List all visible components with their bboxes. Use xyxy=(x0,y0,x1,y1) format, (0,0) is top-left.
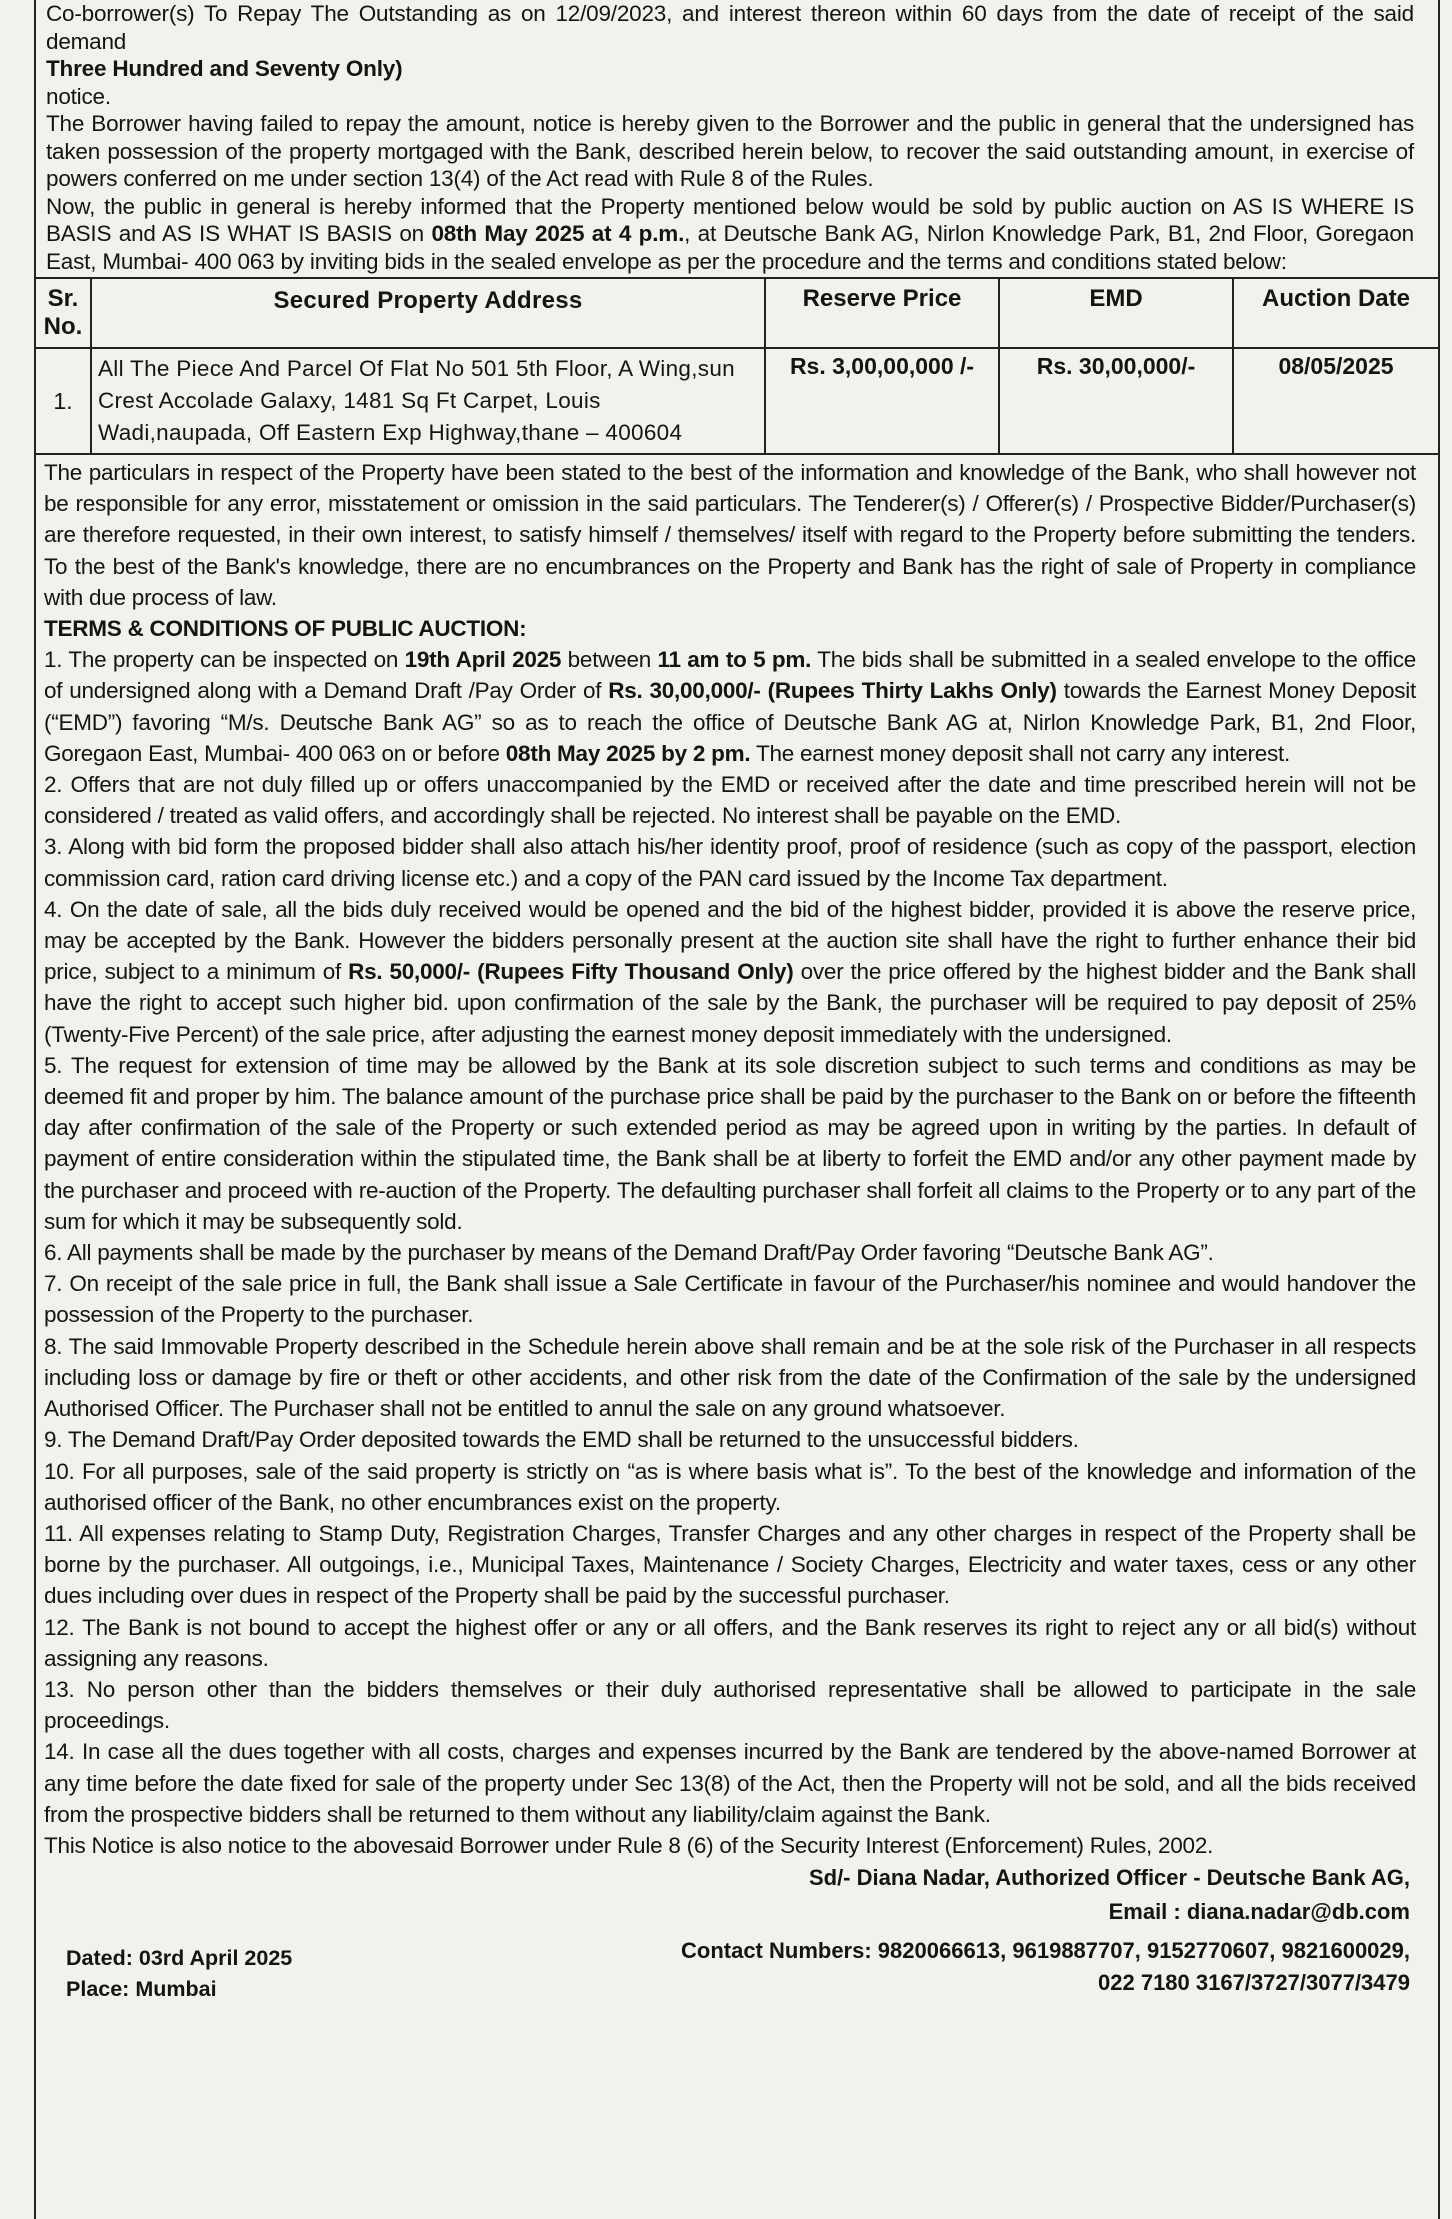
email-line: Email : diana.nadar@db.com xyxy=(1108,1899,1410,1925)
row-address: All The Piece And Parcel Of Flat No 501 5th Floor, A Wing,sun Crest Accolade Galaxy, 1481 Sq Ft Carpet, Louis Wadi,naupada, Off Eastern Exp Highway,thane – 400604 xyxy=(91,348,765,454)
terms-section xyxy=(36,455,1424,1861)
terms-heading: TERMS & CONDITIONS OF PUBLIC AUCTION: xyxy=(44,616,527,642)
auction-datetime: 08th May 2025 at 4 p.m. xyxy=(431,221,685,246)
term-3: 3. Along with bid form the proposed bidder shall also attach his/her identity proof, proof of residence (such as copy of the passport, election commission card, ration card driving license etc.) and a copy of the PAN card issued by the Income Tax department. xyxy=(44,834,1416,891)
header-emd: EMD xyxy=(999,278,1233,348)
intro-possession-paragraph: The Borrower having failed to repay the amount, notice is hereby given to the Borrower and the public in general that the undersigned has taken possession of the property mortgaged with the Bank, described herein below, to recover the said outstanding amount, in exercise of powers conferred on me under section 13(4) of the Act read with Rule 8 of the Rules. xyxy=(46,111,1414,191)
term-13: 13. No person other than the bidders themselves or their duly authorised representative shall be allowed to participate in the sale proceedings. xyxy=(44,1676,1416,1734)
property-table xyxy=(34,277,1440,455)
date-place xyxy=(50,1943,292,2005)
header-address: Secured Property Address xyxy=(91,278,765,348)
footer-row xyxy=(50,1935,1410,2005)
term-11: 11. All expenses relating to Stamp Duty, Registration Charges, Transfer Charges and any other charges in respect of the Property shall be borne by the purchaser. All outgoings, i.e., Municipal Taxes, Maintenance / Society Charges, Electricity and water taxes, cess or any other dues including over dues in respect of the Property shall be paid by the successful purchaser. xyxy=(44,1520,1416,1609)
term-9: 9. The Demand Draft/Pay Order deposited towards the EMD shall be returned to the unsuccessful bidders. xyxy=(44,1427,1079,1453)
contact-line-1: Contact Numbers: 9820066613, 9619887707, 9152770607, 9821600029, xyxy=(681,1938,1410,1964)
header-auction-date: Auction Date xyxy=(1233,278,1439,348)
rule-notice: This Notice is also notice to the abovesaid Borrower under Rule 8 (6) of the Security Interest (Enforcement) Rules, 2002. xyxy=(44,1832,1214,1858)
term-2: 2. Offers that are not duly filled up or offers unaccompanied by the EMD or received after the date and time prescribed herein will not be considered / treated as valid offers, and accordingly shall be rejected. No interest shall be payable on the EMD. xyxy=(44,772,1416,829)
term-14: 14. In case all the dues together with all costs, charges and expenses incurred by the Bank are tendered by the above-named Borrower at any time before the date fixed for sale of the property under Sec 13(8) of the Act, then the Property will not be sold, and all the bids received from the prospective bidders shall be returned to them without any liability/claim against the Bank. xyxy=(44,1739,1416,1827)
contact-line-2: 022 7180 3167/3727/3077/3479 xyxy=(1098,1970,1410,1996)
term-4: 4. On the date of sale, all the bids duly received would be opened and the bid of the highest bidder, provided it is above the reserve price, may be accepted by the Bank. However the bidders personally present at the auction site shall have the right to further enhance their bid price, subject to a minimum of Rs. 50,000/- (Rupees Fifty Thousand Only) over the price offered by the highest bidder and the Bank shall have the right to accept such higher bid. upon confirmation of the sale by the Bank, the purchaser will be required to pay deposit of 25% (Twenty-Five Percent) of the sale price, after adjusting the earnest money deposit immediately with the undersigned. xyxy=(44,896,1416,1047)
intro-line-notice: notice. xyxy=(46,83,111,109)
row-sr-no: 1. xyxy=(35,348,91,454)
dated-line: Dated: 03rd April 2025 xyxy=(66,1946,293,1971)
term-7: 7. On receipt of the sale price in full, the Bank shall issue a Sale Certificate in favour of the Purchaser/his nominee and would handover the possession of the Property to the purchaser. xyxy=(44,1271,1416,1328)
intro-auction-paragraph: Now, the public in general is hereby informed that the Property mentioned below would be sold by public auction on AS IS WHERE IS BASIS and AS IS WHAT IS BASIS on 08th May 2025 at 4 p.m., at Deutsche Bank AG, Nirlon Knowledge Park, B1, 2nd Floor, Goregaon East, Mumbai- 400 063 by inviting bids in the sealed envelope as per the procedure and the terms and conditions stated below: xyxy=(46,193,1414,274)
header-sr-no: Sr. No. xyxy=(35,278,91,348)
place-line: Place: Mumbai xyxy=(66,1977,217,2002)
term-6: 6. All payments shall be made by the purchaser by means of the Demand Draft/Pay Order favoring “Deutsche Bank AG”. xyxy=(44,1240,1214,1266)
property-table-header xyxy=(35,278,1439,348)
term-5: 5. The request for extension of time may be allowed by the Bank at its sole discretion subject to such terms and conditions as may be deemed fit and proper by him. The balance amount of the purchase price shall be paid by the purchaser to the Bank on or before the fifteenth day after confirmation of the sale of the Property or such extended period as may be agreed upon in writing by the parties. In default of payment of entire consideration within the stipulated time, the Bank shall be at liberty to forfeit the EMD and/or any other payment made by the purchaser and proceed with re-auction of the Property. The defaulting purchaser shall forfeit all claims to the Property or to any part of the sum for which it may be subsequently sold. xyxy=(44,1052,1416,1234)
intro-amount-words: Three Hundred and Seventy Only) xyxy=(46,56,403,81)
term-12: 12. The Bank is not bound to accept the highest offer or any or all offers, and the Bank reserves its right to reject any or all bid(s) without assigning any reasons. xyxy=(44,1614,1416,1671)
row-auction-date: 08/05/2025 xyxy=(1233,348,1439,454)
intro-section xyxy=(36,0,1424,275)
intro-line-1: Co-borrower(s) To Repay The Outstanding as on 12/09/2023, and interest thereon within 60 days from the date of receipt of the said demand xyxy=(46,1,1414,54)
row-emd: Rs. 30,00,000/- xyxy=(999,348,1233,454)
term-10: 10. For all purposes, sale of the said property is strictly on “as is where basis what is”. To the best of the knowledge and information of the authorised officer of the Bank, no other encumbrances exist on the property. xyxy=(44,1458,1416,1515)
row-reserve-price: Rs. 3,00,00,000 /- xyxy=(765,348,999,454)
header-reserve-price: Reserve Price xyxy=(765,278,999,348)
term-1: 1. The property can be inspected on 19th April 2025 between 11 am to 5 pm. The bids shall be submitted in a sealed envelope to the office of undersigned along with a Demand Draft /Pay Order of Rs. 30,00,000/- (Rupees Thirty Lakhs Only) towards the Earnest Money Deposit (“EMD”) favoring “M/s. Deutsche Bank AG” so as to reach the office of Deutsche Bank AG at, Nirlon Knowledge Park, B1, 2nd Floor, Goregaon East, Mumbai- 400 063 on or before 08th May 2025 by 2 pm. The earnest money deposit shall not carry any interest. xyxy=(44,647,1417,766)
signatory-line: Sd/- Diana Nadar, Authorized Officer - Deutsche Bank AG, xyxy=(808,1865,1410,1891)
term-8: 8. The said Immovable Property described in the Schedule herein above shall remain and be at the sole risk of the Purchaser in all respects including loss or damage by fire or theft or other accidents, and other risk from the date of the Confirmation of the sale by the undersigned Authorised Officer. The Purchaser shall not be entitled to annul the sale on any ground whatsoever. xyxy=(44,1333,1416,1422)
signature-block xyxy=(36,1861,1424,2005)
contact-numbers xyxy=(681,1935,1410,1999)
particulars-paragraph: The particulars in respect of the Property have been stated to the best of the information and knowledge of the Bank, who shall however not be responsible for any error, misstatement or omission in the said particulars. The Tenderer(s) / Offerer(s) / Prospective Bidder/Purchaser(s) are therefore requested, in their own interest, to satisfy himself / themselves/ itself with regard to the Property before submitting the tenders. To the best of the Bank's knowledge, there are no encumbrances on the Property and Bank has the right of sale of Property in compliance with due process of law. xyxy=(44,460,1416,610)
table-row xyxy=(35,348,1439,454)
